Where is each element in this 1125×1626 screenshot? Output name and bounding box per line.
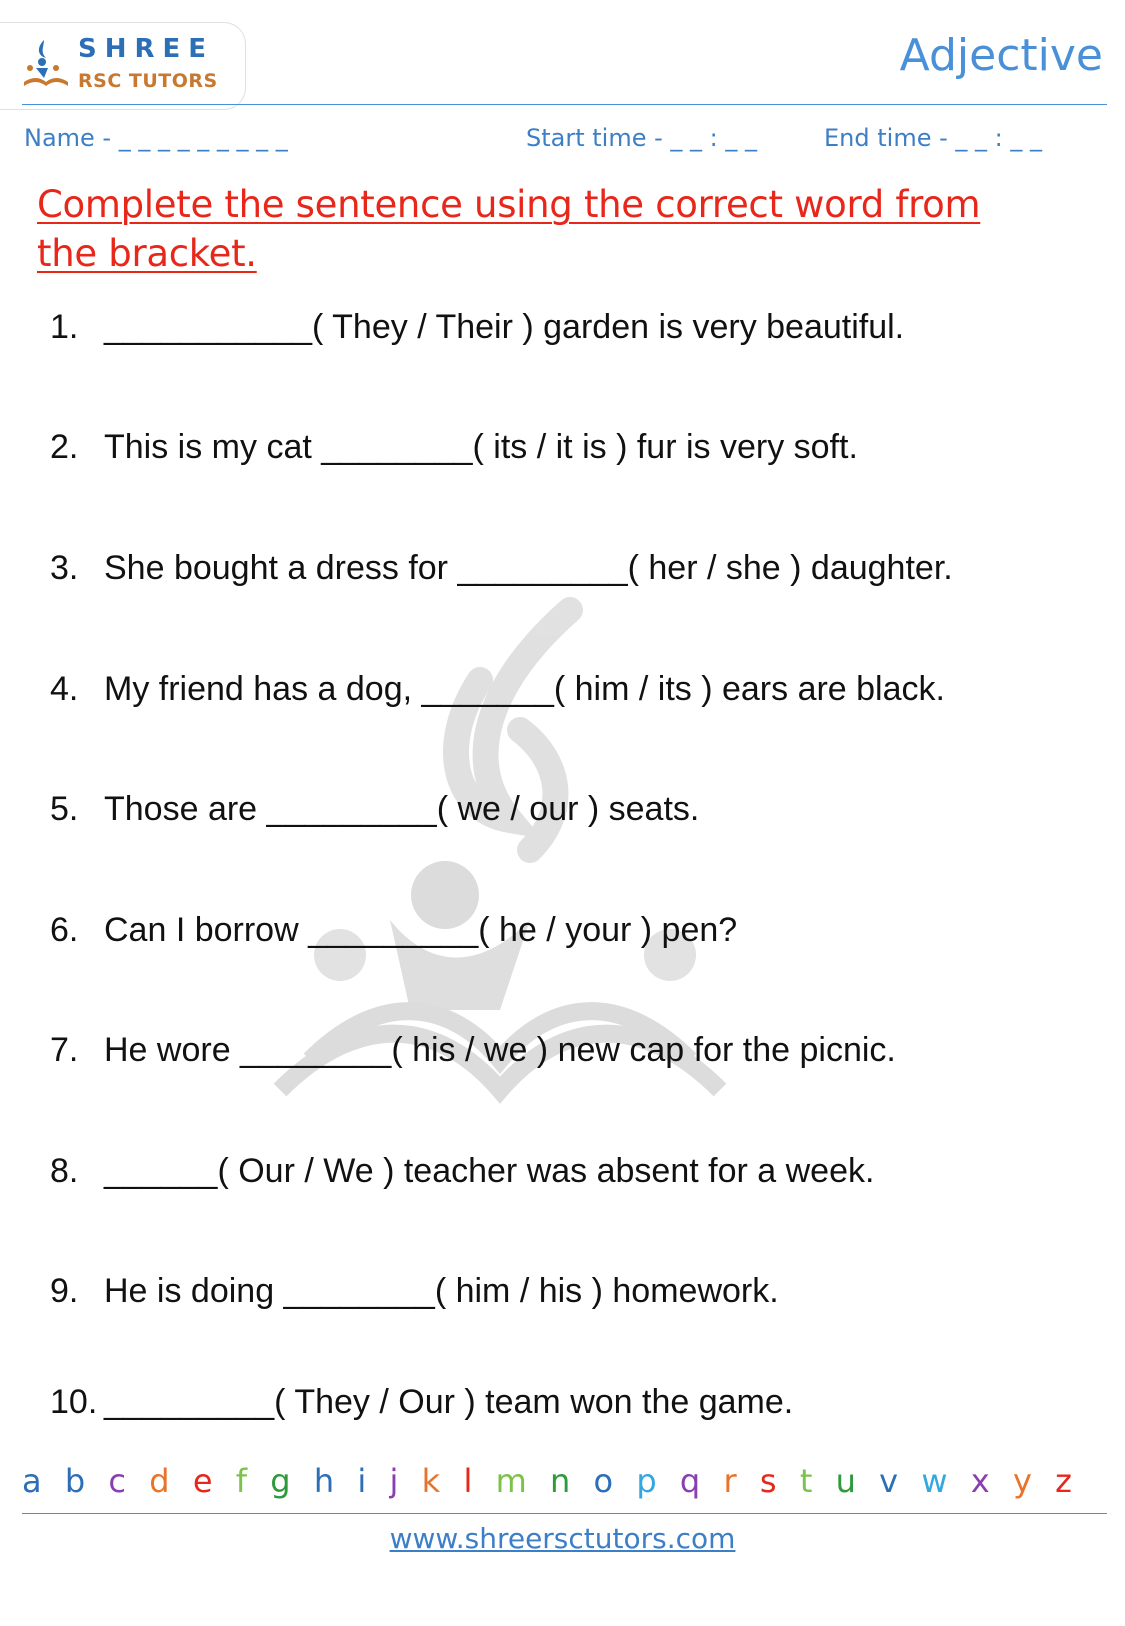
logo-icon: [22, 38, 70, 90]
logo-title: SHREE: [78, 34, 215, 64]
question-item: 4. My friend has a dog, _______( him / its ) ears are black.: [50, 670, 945, 708]
question-item: 2. This is my cat ________( its / it is ) fur is very soft.: [50, 428, 858, 466]
question-item: 1. ___________( They / Their ) garden is very beautiful.: [50, 308, 905, 346]
website-link[interactable]: www.shreersctutors.com: [389, 1522, 736, 1555]
alphabet-letter: i: [357, 1462, 367, 1500]
alphabet-letter: g: [270, 1462, 291, 1500]
alphabet-letter: u: [835, 1462, 856, 1500]
footer-divider: [22, 1513, 1107, 1514]
alphabet-letter: s: [759, 1462, 777, 1500]
question-item: 9. He is doing ________( him / his ) homework.: [50, 1272, 779, 1310]
alphabet-letter: h: [313, 1462, 335, 1500]
alphabet-strip: [22, 1462, 1072, 1500]
alphabet-letter: p: [636, 1462, 657, 1500]
worksheet-topic: Adjective: [899, 30, 1103, 81]
header-divider: [22, 104, 1107, 105]
logo-subtitle: RSC TUTORS: [78, 70, 218, 92]
alphabet-letter: b: [64, 1462, 86, 1500]
alphabet-letter: j: [389, 1462, 399, 1500]
question-item: 5. Those are _________( we / our ) seats.: [50, 790, 700, 828]
name-field: Name - _ _ _ _ _ _ _ _ _: [24, 124, 288, 152]
alphabet-letter: k: [421, 1462, 441, 1500]
alphabet-letter: n: [550, 1462, 571, 1500]
alphabet-letter: w: [921, 1462, 948, 1500]
alphabet-letter: q: [679, 1462, 701, 1500]
alphabet-letter: d: [149, 1462, 170, 1500]
alphabet-letter: z: [1055, 1462, 1072, 1500]
question-item: 3. She bought a dress for _________( her / she ) daughter.: [50, 549, 953, 587]
alphabet-letter: v: [879, 1462, 899, 1500]
alphabet-letter: m: [495, 1462, 527, 1500]
question-item: 7. He wore ________( his / we ) new cap for the picnic.: [50, 1031, 896, 1069]
alphabet-letter: x: [970, 1462, 990, 1500]
alphabet-letter: t: [799, 1462, 813, 1500]
question-item: 6. Can I borrow _________( he / your ) pen?: [50, 911, 738, 949]
alphabet-letter: e: [192, 1462, 213, 1500]
question-item: 10. _________( They / Our ) team won the game.: [50, 1383, 794, 1421]
alphabet-letter: y: [1012, 1462, 1032, 1500]
alphabet-letter: f: [235, 1462, 248, 1500]
alphabet-letter: l: [463, 1462, 473, 1500]
alphabet-letter: a: [22, 1462, 42, 1500]
alphabet-letter: o: [593, 1462, 614, 1500]
alphabet-letter: r: [723, 1462, 737, 1500]
alphabet-letter: c: [108, 1462, 127, 1500]
question-item: 8. ______( Our / We ) teacher was absent for a week.: [50, 1152, 875, 1190]
end-time-field: End time - _ _ : _ _: [824, 124, 1042, 152]
instruction-text: Complete the sentence using the correct word from the bracket.: [37, 183, 981, 275]
start-time-field: Start time - _ _ : _ _: [526, 124, 757, 152]
